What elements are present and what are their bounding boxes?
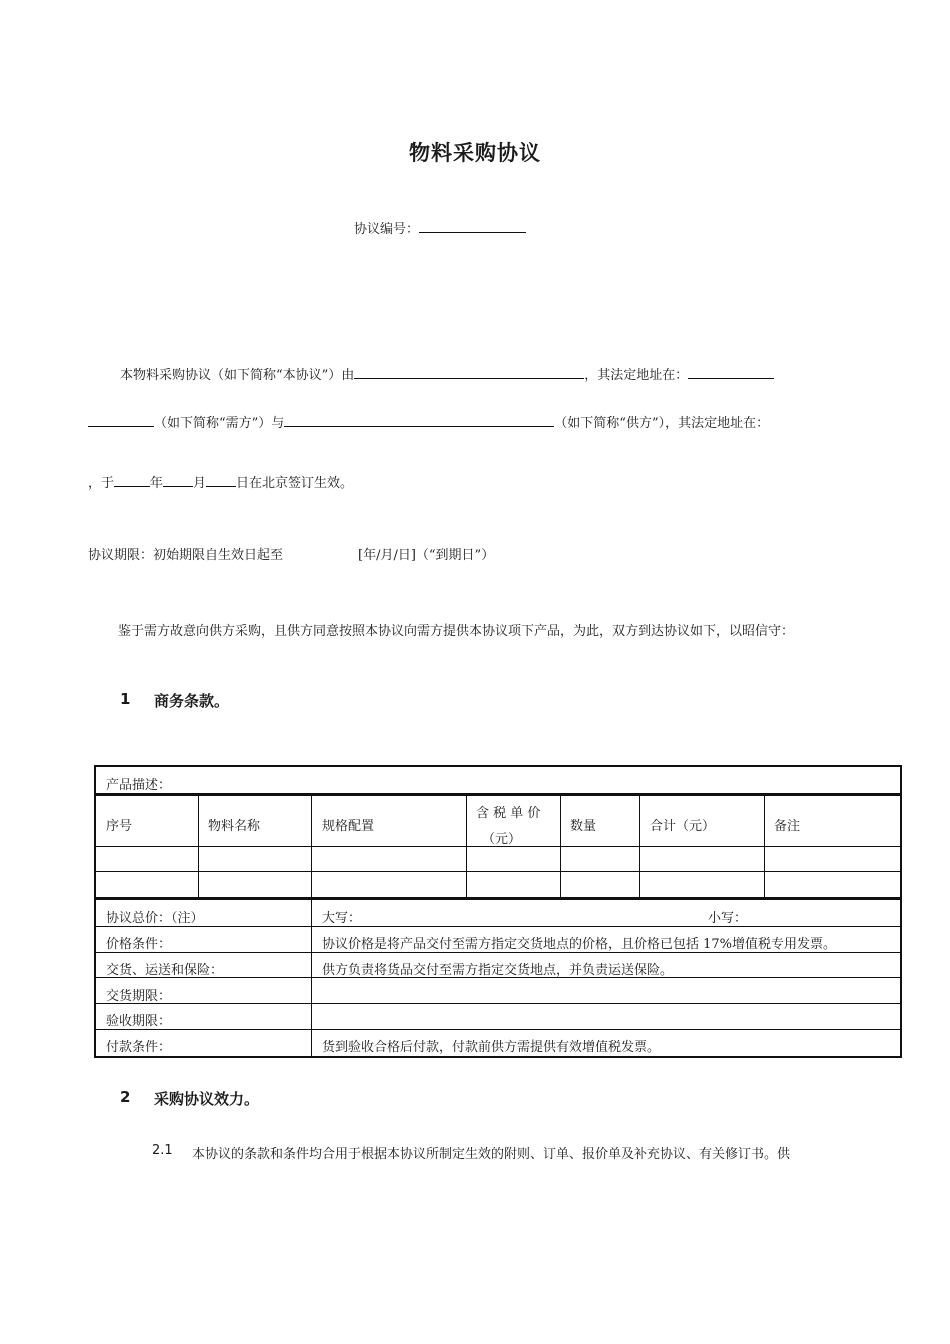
table-rule (560, 795, 561, 898)
intro-text-3: （如下简称“需方”）与 (154, 416, 285, 431)
term-label: 协议期限：初始期限自生效日起至 (88, 548, 284, 563)
intro-line-1 (120, 364, 774, 383)
table-rule (311, 795, 312, 898)
section-2-title: 采购协议效力。 (154, 1090, 260, 1108)
column-header: 合计（元） (650, 819, 716, 834)
delivery-value: 供方负责将货品交付至需方指定交货地点，并负责运送保险。 (322, 963, 674, 978)
table-rule (198, 795, 199, 898)
section-1-number: 1 (120, 690, 131, 708)
column-header: 数量 (570, 819, 597, 834)
clause-2-1-number: 2.1 (152, 1143, 173, 1158)
delivery-label: 交货、运送和保险： (106, 963, 224, 978)
section-2-number: 2 (120, 1088, 131, 1106)
price-terms-value: 协议价格是将产品交付至需方指定交货地点的价格，且价格已包括 17%增值税专用发票。 (322, 937, 837, 952)
price-terms-label: 价格条件： (106, 937, 172, 952)
total-price-label: 协议总价：（注） (106, 911, 204, 926)
intro-text-5: ，于 (88, 476, 115, 491)
column-header: 序号 (106, 819, 133, 834)
delivery-period-label: 交货期限： (106, 989, 172, 1004)
column-header-unit: （元） (482, 832, 522, 847)
table-rule (311, 899, 312, 1056)
capital-amount-label: 大写： (322, 911, 362, 926)
month-label: 月 (193, 476, 207, 491)
agreement-number-label: 协议编号： (354, 222, 420, 237)
acceptance-period-label: 验收期限： (106, 1014, 172, 1029)
document-title: 物料采购协议 (409, 140, 541, 165)
intro-line-2 (88, 412, 769, 431)
payment-terms-label: 付款条件： (106, 1040, 172, 1055)
buyer-address-blank[interactable] (688, 364, 774, 379)
table-rule (96, 952, 900, 953)
year-label: 年 (150, 476, 164, 491)
supplier-name-blank[interactable] (284, 412, 554, 427)
table-rule (466, 795, 467, 898)
intro-text-2: ，其法定地址在： (584, 368, 689, 383)
column-header: 备注 (774, 819, 801, 834)
year-blank[interactable] (114, 472, 150, 487)
section-1-title: 商务条款。 (154, 692, 230, 710)
clause-2-1-text: 本协议的条款和条件均合用于根据本协议所制定生效的附则、订单、报价单及补充协议、有关修订书。供 (192, 1147, 791, 1162)
day-sign-text: 日在北京签订生效。 (236, 476, 354, 491)
column-header: 物料名称 (208, 819, 261, 834)
buyer-name-blank[interactable] (354, 364, 584, 379)
payment-terms-value: 货到验收合格后付款，付款前供方需提供有效增值税发票。 (322, 1040, 661, 1055)
intro-text-1: 本物料采购协议（如下简称“本协议”）由 (120, 368, 355, 383)
column-header: 含 税 单 价 (476, 806, 541, 821)
agreement-number-blank[interactable] (419, 218, 526, 233)
term-date: [年/月/日]（“到期日”） (358, 548, 495, 563)
column-header: 规格配置 (322, 819, 375, 834)
intro-text-4: （如下简称“供方”），其法定地址在： (554, 416, 770, 431)
lowercase-amount-label: 小写： (708, 911, 748, 926)
intro-line-3 (88, 472, 353, 491)
table-rule (94, 897, 902, 900)
table-rule (96, 871, 900, 872)
table-rule (764, 795, 765, 898)
table-rule (96, 1003, 900, 1004)
table-rule (96, 926, 900, 927)
table-rule (94, 793, 902, 796)
product-description-label: 产品描述： (106, 778, 172, 793)
table-rule (96, 1029, 900, 1030)
table-rule (639, 795, 640, 898)
agreement-number-line (354, 218, 526, 237)
day-blank[interactable] (206, 472, 236, 487)
month-blank[interactable] (163, 472, 193, 487)
buyer-address-blank-2[interactable] (88, 412, 154, 427)
preamble: 鉴于需方故意向供方采购，且供方同意按照本协议向需方提供本协议项下产品，为此，双方到达协议如下，以昭信守： (118, 624, 795, 639)
